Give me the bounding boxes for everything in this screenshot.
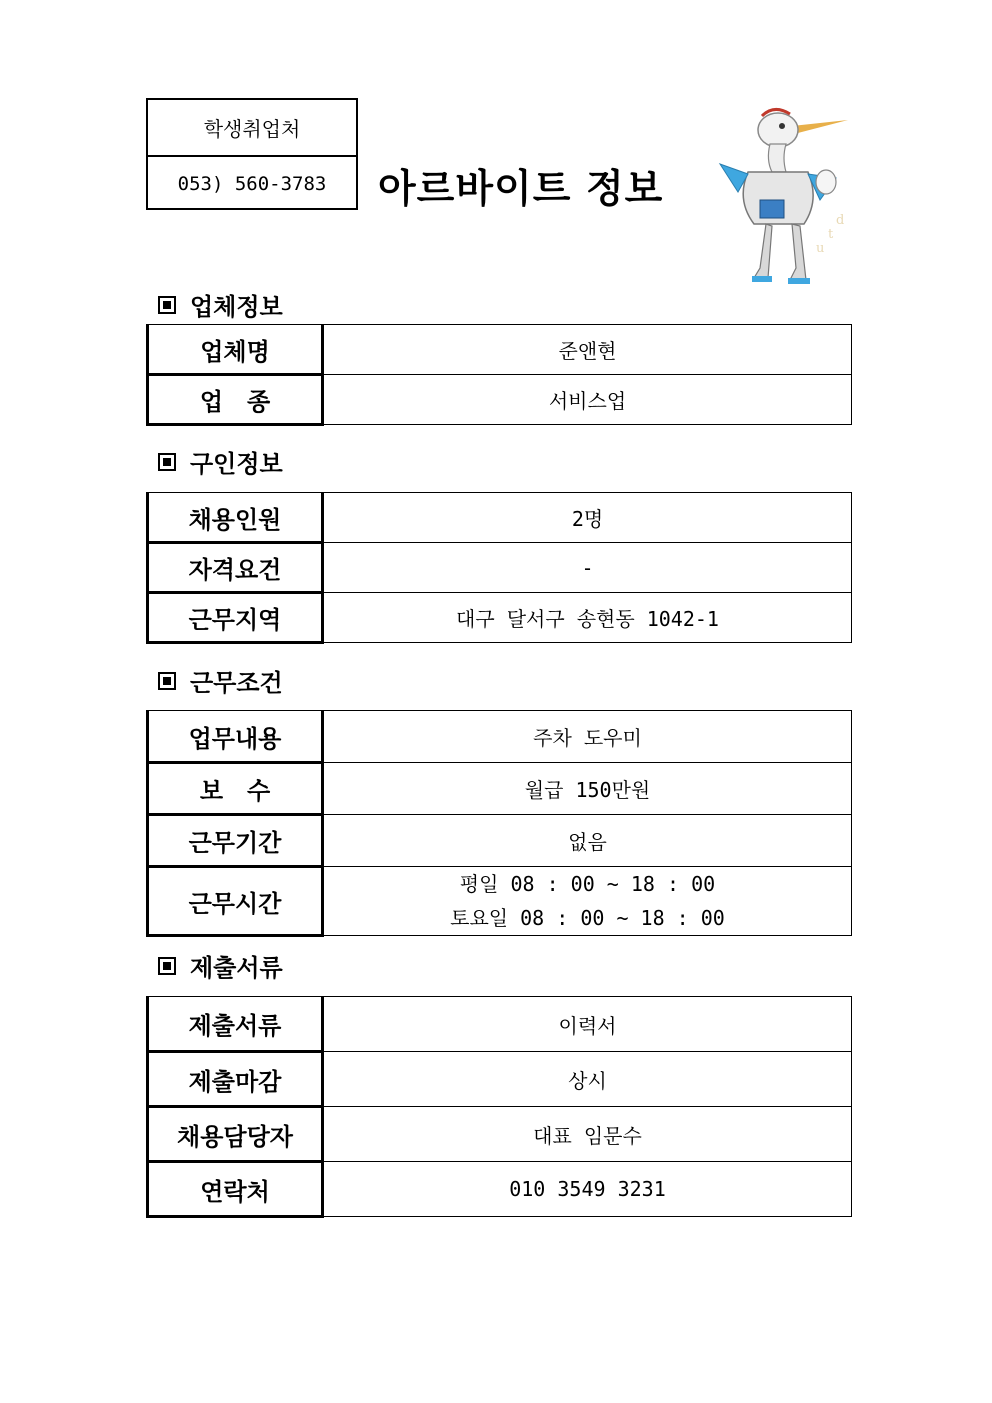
page-title: 아르바이트 정보	[378, 167, 664, 212]
label-qualification: 자격요건	[148, 543, 323, 593]
crane-mascot-icon	[708, 100, 854, 290]
table-row	[148, 1107, 852, 1162]
company-table	[146, 324, 852, 426]
label-business-type: 업 종	[148, 375, 323, 425]
label-company-name: 업체명	[148, 325, 323, 375]
section-title-text: 제출서류	[190, 953, 283, 982]
label-deadline: 제출마감	[148, 1052, 323, 1107]
office-name: 학생취업처	[203, 117, 301, 141]
table-row	[148, 1162, 852, 1217]
documents-table	[146, 996, 852, 1218]
value-headcount: 2명	[323, 493, 852, 543]
saturday-hours: 토요일 08 : 00 ~ 18 : 00	[450, 906, 725, 930]
recruit-table	[146, 492, 852, 644]
value-job-description: 주차 도우미	[323, 711, 852, 763]
value-manager: 대표 임문수	[323, 1107, 852, 1162]
value-documents: 이력서	[323, 997, 852, 1052]
value-pay: 월급 150만원	[323, 763, 852, 815]
filled-square-icon	[158, 957, 176, 975]
table-row	[148, 543, 852, 593]
table-row	[148, 493, 852, 543]
table-row	[148, 867, 852, 936]
svg-text:t: t	[828, 227, 834, 242]
office-phone: 053) 560-3783	[148, 155, 356, 210]
filled-square-icon	[158, 453, 176, 471]
label-manager: 채용담당자	[148, 1107, 323, 1162]
label-pay: 보 수	[148, 763, 323, 815]
section-title-text: 근무조건	[190, 668, 283, 697]
table-row	[148, 997, 852, 1052]
label-headcount: 채용인원	[148, 493, 323, 543]
table-row	[148, 763, 852, 815]
section-title-recruit	[158, 444, 283, 479]
value-contact: 010 3549 3231	[323, 1162, 852, 1217]
label-job-description: 업무내용	[148, 711, 323, 763]
label-contact: 연락처	[148, 1162, 323, 1217]
filled-square-icon	[158, 296, 176, 314]
table-row	[148, 711, 852, 763]
value-work-period: 없음	[323, 815, 852, 867]
value-work-hours	[323, 867, 852, 936]
conditions-table	[146, 710, 852, 937]
svg-text:d: d	[836, 213, 845, 228]
value-qualification: -	[323, 543, 852, 593]
table-row	[148, 325, 852, 375]
value-business-type: 서비스업	[323, 375, 852, 425]
section-title-text: 구인정보	[190, 449, 283, 478]
section-title-conditions	[158, 663, 283, 698]
filled-square-icon	[158, 672, 176, 690]
table-row	[148, 1052, 852, 1107]
label-work-hours: 근무시간	[148, 867, 323, 936]
value-deadline: 상시	[323, 1052, 852, 1107]
value-work-area: 대구 달서구 송현동 1042-1	[323, 593, 852, 643]
value-company-name: 준앤현	[323, 325, 852, 375]
section-title-text: 업체정보	[190, 292, 283, 321]
table-row	[148, 375, 852, 425]
table-row	[148, 593, 852, 643]
weekday-hours: 평일 08 : 00 ~ 18 : 00	[459, 872, 716, 896]
label-work-area: 근무지역	[148, 593, 323, 643]
section-title-documents	[158, 948, 283, 983]
section-title-company	[158, 287, 283, 322]
svg-text:u: u	[816, 241, 825, 256]
label-work-period: 근무기간	[148, 815, 323, 867]
header-box	[146, 98, 358, 210]
table-row	[148, 815, 852, 867]
label-documents: 제출서류	[148, 997, 323, 1052]
